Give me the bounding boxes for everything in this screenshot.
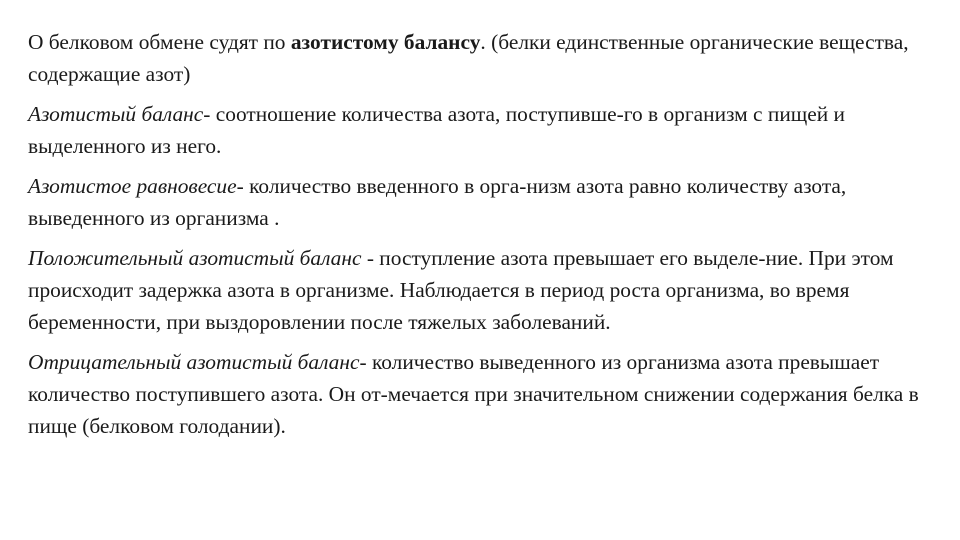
term-positive-balance: Положительный азотистый баланс [28, 246, 362, 270]
paragraph-negative-balance [28, 346, 932, 442]
definition-positive-balance: - поступление азота превышает его выделе-ние. При этом происходит задержка азота в организме. Наблюдается в период роста организма, во время беременности, при выздоровлении после тяжелых заболеваний. [28, 246, 894, 334]
paragraph-nitrogen-balance [28, 98, 932, 162]
term-nitrogen-equilibrium: Азотистое равновесие [28, 174, 237, 198]
intro-text-before: О белковом обмене судят по [28, 30, 291, 54]
term-nitrogen-balance: Азотистый баланс [28, 102, 204, 126]
definition-nitrogen-balance: - соотношение количества азота, поступивше-го в организм с пищей и выделенного из него. [28, 102, 845, 158]
paragraph-nitrogen-equilibrium [28, 170, 932, 234]
intro-bold-term: азотистому балансу [290, 30, 481, 54]
paragraph-positive-balance [28, 242, 932, 338]
term-negative-balance: Отрицательный азотистый баланс [28, 350, 360, 374]
paragraph-intro [28, 26, 932, 90]
intro-text-after: . (белки единственные органические вещества, содержащие азот) [28, 30, 909, 86]
definition-nitrogen-equilibrium: - количество введенного в орга-низм азота равно количеству азота, выведенного из организма . [28, 174, 847, 230]
slide-content [28, 26, 932, 450]
definition-negative-balance: - количество выведенного из организма азота превышает количество поступившего азота. Он от-мечается при значительном снижении содержания белка в пище (белковом голодании). [28, 350, 919, 438]
